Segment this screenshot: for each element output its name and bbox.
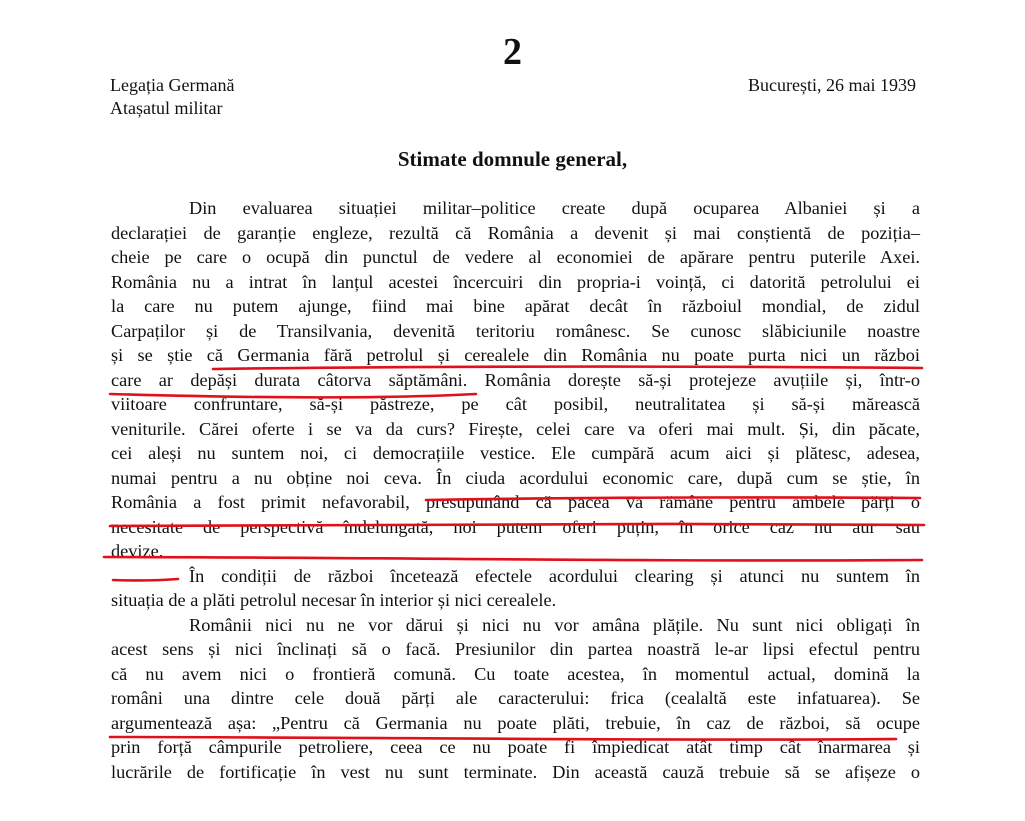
text-line: că nu avem nici o frontieră comună. Cu toate acestea, în momentul actual, domină la bbox=[111, 663, 920, 684]
text-line: și se știe că Germania fără petrolul și cerealele din România nu poate purta nici un război bbox=[111, 345, 920, 365]
page-number: 2 bbox=[503, 31, 522, 73]
text-line: numai pentru a nu obține noi ceva. În ciuda acordului economic care, după cum se știe, în bbox=[111, 467, 920, 488]
text-line: Carpaților și de Transilvania, devenită teritoriu românesc. Se cunosc slăbiciunile noastre bbox=[111, 320, 920, 341]
text-line: situația de a plăti petrolul necesar în interior și nici cerealele. bbox=[111, 590, 557, 610]
place-date: București, 26 mai 1939 bbox=[748, 75, 916, 95]
text-line: veniturile. Cărei oferte i se va da curs? Firește, celei care va oferi mai mult. Și, din păcate, bbox=[111, 418, 920, 439]
salutation: Stimate domnule general, bbox=[397, 147, 628, 171]
text-line: declarației de garanție engleze, rezultă că România a devenit și mai conștientă de poziția– bbox=[111, 222, 920, 243]
text-line: români una dintre cele două părți ale caracterului: frica (cealaltă este infatuarea). Se bbox=[111, 688, 920, 708]
text-line: acest sens și nici înclinați să o facă. Presiunilor din partea noastră le-ar lipsi efectul pentru bbox=[111, 639, 920, 659]
text-line: care ar depăși durata câtorva săptămâni. România dorește să-și protejeze avuțiile și, într-o bbox=[111, 369, 920, 390]
text-line: România a fost primit nefavorabil, presupunând că pacea va rămâne pentru ambele părți o bbox=[111, 492, 920, 512]
text-line: la care nu putem ajunge, fiind mai bine apărat decât în războiul mondial, de zidul bbox=[111, 296, 920, 316]
sender-block bbox=[110, 74, 234, 120]
text-line: necesitate de perspectivă îndelungată, noi putem oferi puțin, în orice caz nu aur sau bbox=[111, 516, 920, 537]
text-line: argumentează așa: „Pentru că Germania nu poate plăti, trebuie, în caz de război, să ocupe bbox=[111, 712, 920, 733]
text-line: lucrările de fortificație în vest nu sunt terminate. Din această cauză trebuie să se afișeze o bbox=[111, 761, 920, 782]
letter-body bbox=[111, 196, 920, 784]
sender-line: Legația Germană bbox=[110, 75, 235, 95]
text-line: cei aleși nu suntem noi, ci democrațiile vestice. Ele cumpără acum aici și plătesc, adesea, bbox=[111, 443, 920, 463]
paragraph-3 bbox=[111, 613, 920, 785]
text-line: cheie pe care o ocupă din punctul de vedere al economiei de apărare pentru puterile Axei. bbox=[111, 247, 920, 267]
sender-line: Atașatul militar bbox=[110, 98, 223, 118]
text-line: viitoare confruntare, să-și păstreze, pe cât posibil, neutralitatea și să-și mărească bbox=[111, 394, 920, 414]
text-line: Românii nici nu ne vor dărui și nici nu vor amâna plățile. Nu sunt nici obligați în bbox=[189, 614, 920, 635]
text-line: prin forță câmpurile petroliere, ceea ce nu poate fi împiedicat atât timp cât înarmarea și bbox=[111, 737, 920, 757]
text-line: devize. bbox=[111, 541, 164, 561]
paragraph-1 bbox=[111, 196, 920, 564]
text-line: Din evaluarea situației militar–politice create după ocuparea Albaniei și a bbox=[189, 198, 920, 218]
paragraph-2 bbox=[111, 564, 920, 613]
text-line: În condiții de război încetează efectele acordului clearing și atunci nu suntem în bbox=[189, 565, 920, 586]
text-line: România nu a intrat în lanțul acestei încercuiri din propria-i voință, ci datorită petrolului ei bbox=[111, 271, 920, 292]
